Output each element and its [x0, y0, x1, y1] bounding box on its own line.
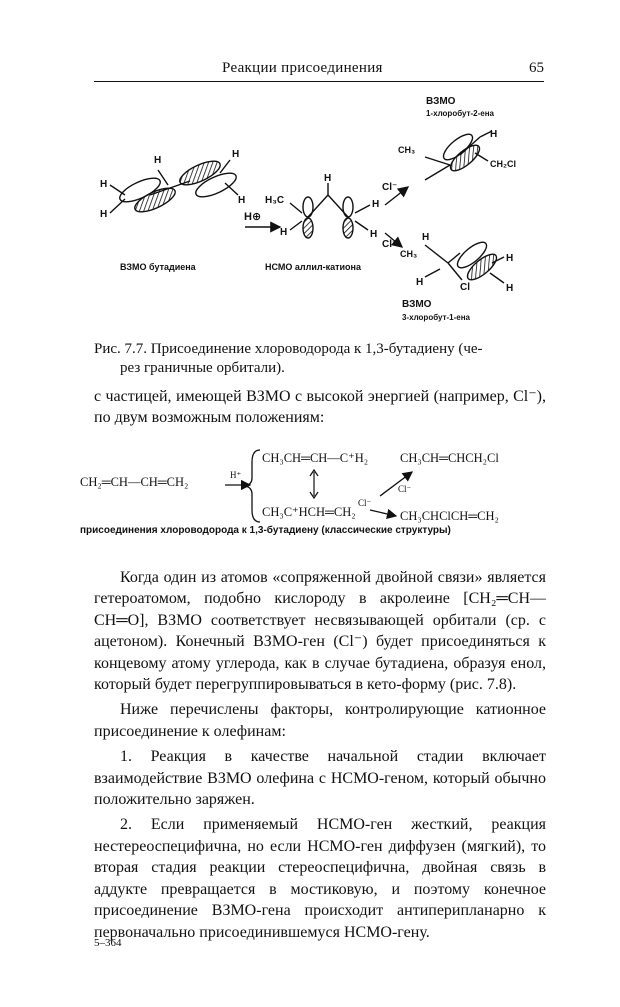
body-text — [94, 567, 546, 943]
atom-h: H — [238, 195, 246, 206]
atom-ch3: CH₃ — [400, 249, 418, 259]
paragraph: Когда один из атомов «сопряженной двойной связи» является гетероатомом, подобно кислороду в акролеине [CH₂═CH—CH═O], ВЗМО соответствует несвязывающей орбитали (ср. с ацетоном). Конечный ВЗМО-ген (Cl⁻) будет присоединяться к концевому атому углерода, как в случае бутадиена, образуя енол, который будет перегруппировываться в кето-форму (рис. 7.8). — [94, 569, 546, 694]
scheme-cation-1: CH₃CH═CH—C⁺H₂ — [262, 451, 369, 465]
paragraph: Ниже перечислены факторы, контролирующие катионное присоединение к олефинам: — [94, 701, 546, 740]
atom-h: H — [490, 129, 498, 140]
atom-h: H — [100, 179, 108, 190]
scheme-product-1: CH₃CH═CHCH₂Cl — [400, 451, 499, 465]
label-homo-butadiene: ВЗМО бутадиена — [120, 262, 196, 272]
atom-h3c: H₃C — [265, 195, 285, 206]
atom-h: H — [280, 227, 288, 238]
reaction-scheme — [80, 440, 550, 535]
chloride-label-top: Cl⁻ — [382, 182, 398, 193]
atom-ch2cl: CH₂Cl — [490, 159, 516, 169]
scheme-cl-1: Cl⁻ — [398, 484, 412, 494]
atom-h: H — [370, 229, 378, 240]
atom-h: H — [416, 277, 424, 288]
atom-h: H — [372, 199, 380, 210]
header-rule — [94, 81, 544, 82]
atom-ch3: CH₃ — [398, 145, 416, 155]
atom-h: H — [154, 155, 162, 166]
butadiene-homo-orbital — [110, 156, 239, 216]
scheme-product-2: CH₃CHClCH═CH₂ — [400, 509, 499, 523]
chloride-label-bottom: Cl⁻ — [382, 239, 398, 250]
scheme-reagent: H⁺ — [230, 470, 242, 480]
atom-cl: Cl — [460, 282, 470, 293]
scheme-cl-2: Cl⁻ — [358, 498, 372, 508]
caption-line-1: Рис. 7.7. Присоединение хлороводорода к 1,3-бутадиену (че- — [94, 341, 483, 357]
top-product-homo-orbital — [425, 130, 492, 180]
running-header — [94, 60, 544, 82]
label-product-top: 1-хлоробут-2-ена — [426, 109, 495, 118]
allyl-lumo-orbital — [290, 183, 370, 238]
paragraph: 1. Реакция в качестве начальной стадии включает взаимодействие ВЗМО олефина с НСМО-геном, который обычно положительно заряжен. — [94, 748, 546, 809]
label-homo-bottom: ВЗМО — [402, 299, 432, 310]
signature-mark: 5–364 — [94, 937, 122, 949]
orbital-figure — [80, 95, 550, 335]
atom-h: H — [506, 253, 514, 264]
atom-h: H — [422, 232, 430, 243]
page-number: 65 — [529, 60, 544, 76]
atom-h: H — [506, 283, 514, 294]
atom-h: H — [324, 173, 332, 184]
caption-line-2: рез граничные орбитали). — [120, 360, 285, 376]
label-product-bottom: 3-хлоробут-1-ена — [402, 313, 471, 322]
scheme-cation-2: CH₃C⁺HCH═CH₂ — [262, 505, 356, 519]
atom-h: H — [232, 149, 240, 160]
scheme-arrow-product-2 — [370, 510, 396, 516]
figure-caption — [94, 340, 534, 378]
running-title: Реакции присоединения — [222, 60, 383, 76]
label-homo-top: ВЗМО — [426, 96, 456, 107]
atom-h: H — [100, 209, 108, 220]
h-plus-label: H⊕ — [244, 211, 262, 223]
label-lumo-allyl: НСМО аллил-катиона — [265, 262, 361, 272]
scheme-brace — [246, 450, 260, 522]
paragraph: 2. Если применяемый НСМО-ген жесткий, реакция нестереоспецифична, но если НСМО-ген диффузен (мягкий), то вторая стадия реакции стереоспецифична, двойная связь в аддукте превращается в мостиковую, и поэтому конечное присоединение ВЗМО-гена происходит антиперипланарно к первоначально присоединившемуся НСМО-гену. — [94, 816, 546, 941]
scheme-caption: присоединения хлороводорода к 1,3-бутадиену (классические структуры) — [80, 525, 451, 535]
scheme-reactant: CH₂═CH—CH═CH₂ — [80, 475, 189, 489]
bottom-product-homo-orbital — [425, 238, 504, 284]
intro-paragraph: с частицей, имеющей ВЗМО с высокой энергией (например, Cl⁻), по двум возможным положениям: — [94, 388, 546, 426]
